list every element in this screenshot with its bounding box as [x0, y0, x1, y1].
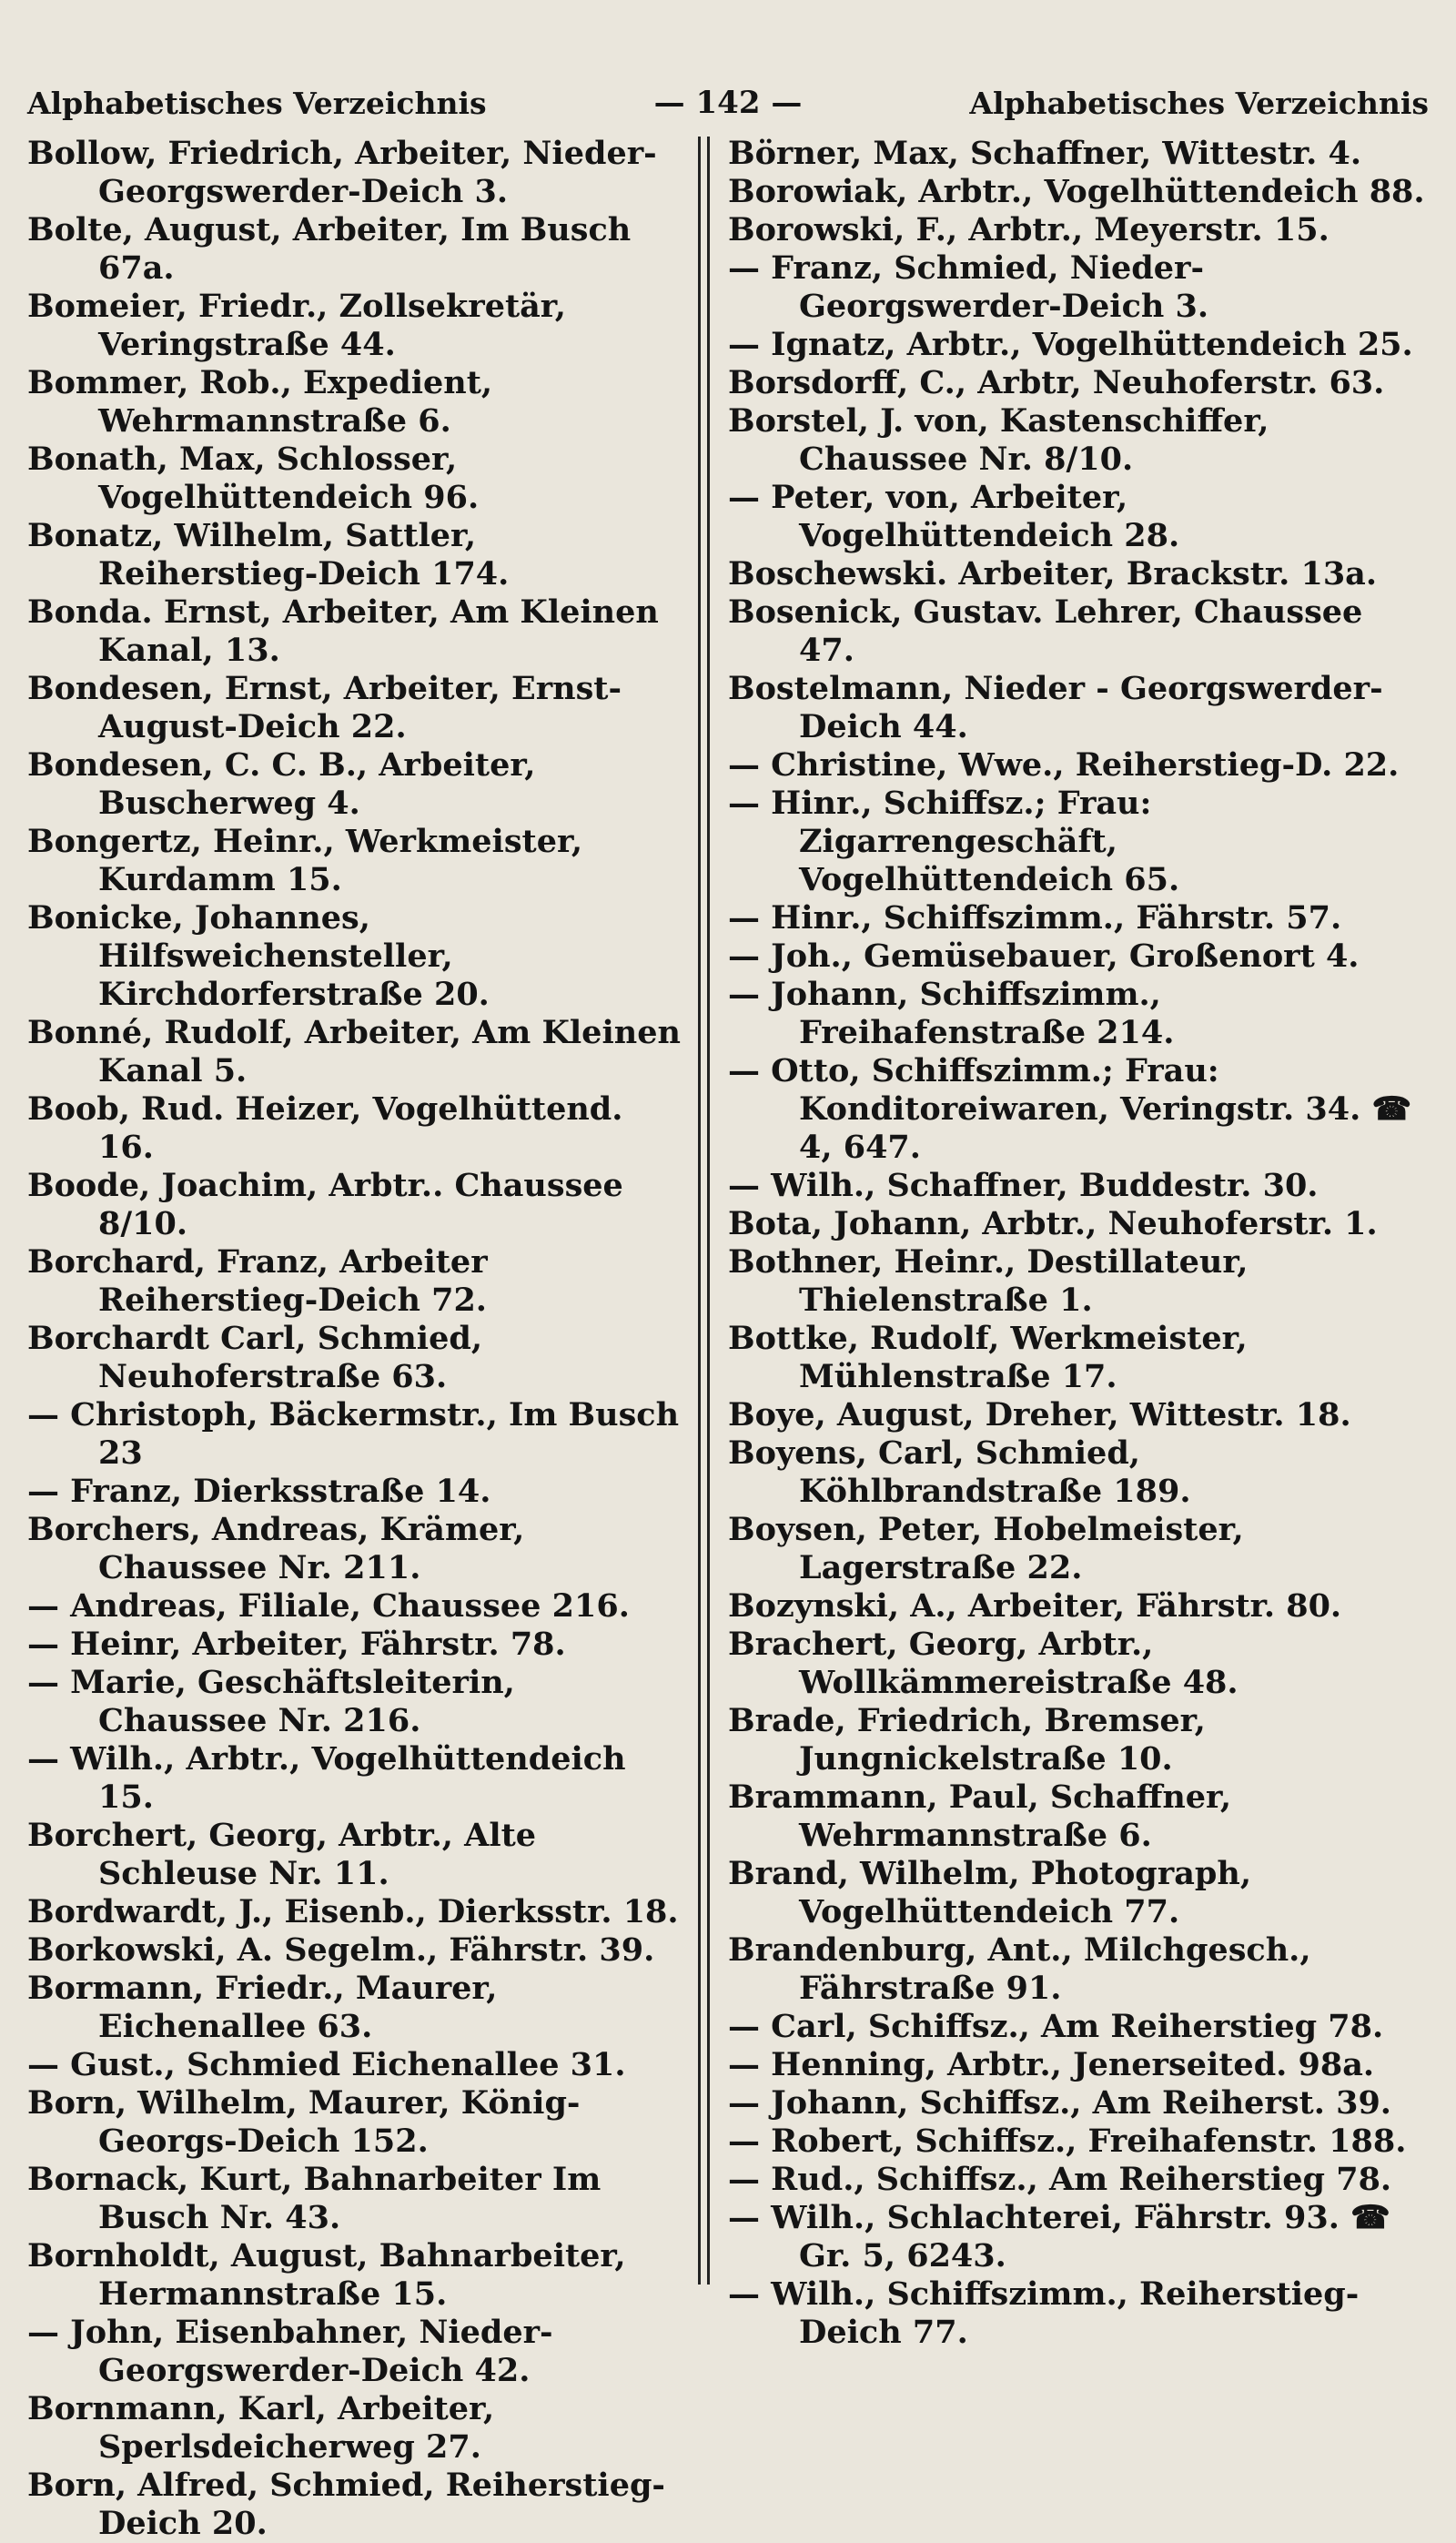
directory-entry: — John, Eisenbahner, Nieder-Georgswerder-Deich 42.: [27, 2314, 553, 2389]
directory-entry: Bozynski, A., Arbeiter, Fährstr. 80.: [728, 1587, 1342, 1625]
directory-entry: Borstel, J. von, Kastenschiffer, Chaussee Nr. 8/10.: [728, 402, 1269, 478]
directory-entry: — Robert, Schiffsz., Freihafenstr. 188.: [728, 2123, 1407, 2160]
directory-entry: Bormann, Friedr., Maurer, Eichenallee 63.: [27, 1970, 498, 2045]
directory-entry: — Hinr., Schiffsz.; Frau: Zigarrengeschäft, Vogelhüttendeich 65.: [728, 785, 1180, 898]
directory-entry: Bommer, Rob., Expedient, Wehrmannstraße 6.: [27, 364, 493, 440]
directory-entry: Bollow, Friedrich, Arbeiter, Nieder-Georgswerder-Deich 3.: [27, 135, 657, 210]
directory-entry: Bothner, Heinr., Destillateur, Thielenstraße 1.: [728, 1243, 1249, 1319]
directory-entry: — Andreas, Filiale, Chaussee 216.: [27, 1587, 630, 1625]
directory-entry: Boyens, Carl, Schmied, Köhlbrandstraße 189.: [728, 1434, 1191, 1510]
directory-entry: — Franz, Schmied, Nieder-Georgswerder-Deich 3.: [728, 249, 1209, 325]
directory-entry: Bostelmann, Nieder - Georgswerder-Deich 44.: [728, 670, 1383, 745]
directory-entry: — Ignatz, Arbtr., Vogelhüttendeich 25.: [728, 326, 1413, 363]
directory-entry: Bottke, Rudolf, Werkmeister, Mühlenstraße 17.: [728, 1320, 1248, 1395]
directory-entry: — Joh., Gemüsebauer, Großenort 4.: [728, 937, 1360, 975]
directory-entry: Bondesen, C. C. B., Arbeiter, Buscherweg 4.: [27, 746, 536, 822]
directory-entry: Boschewski. Arbeiter, Brackstr. 13a.: [728, 555, 1378, 593]
column-divider-left: [698, 137, 701, 2285]
directory-entry: Bonath, Max, Schlosser, Vogelhüttendeich 96.: [27, 441, 480, 516]
directory-entry: Bondesen, Ernst, Arbeiter, Ernst-August-Deich 22.: [27, 670, 622, 745]
directory-entry: Born, Alfred, Schmied, Reiherstieg-Deich 20.: [27, 2467, 665, 2542]
directory-entry: Bosenick, Gustav. Lehrer, Chaussee 47.: [728, 593, 1363, 669]
directory-entry: Borsdorff, C., Arbtr, Neuhoferstr. 63.: [728, 364, 1385, 401]
directory-entry: Brachert, Georg, Arbtr., Wollkämmereistraße 48.: [728, 1626, 1239, 1701]
directory-entry: Born, Wilhelm, Maurer, König-Georgs-Deich 152.: [27, 2084, 581, 2160]
directory-entry: Bornack, Kurt, Bahnarbeiter Im Busch Nr. 43.: [27, 2161, 602, 2236]
directory-entry: Brand, Wilhelm, Photograph, Vogelhüttendeich 77.: [728, 1855, 1252, 1930]
directory-entry: Bongertz, Heinr., Werkmeister, Kurdamm 15.: [27, 823, 583, 898]
header-right-title: Alphabetisches Verzeichnis: [969, 85, 1429, 121]
directory-entry: — Johann, Schiffsz., Am Reiherst. 39.: [728, 2084, 1391, 2122]
directory-entry: — Rud., Schiffsz., Am Reiherstieg 78.: [728, 2161, 1392, 2198]
directory-entry: Brandenburg, Ant., Milchgesch., Fährstraße 91.: [728, 1931, 1311, 2007]
directory-entry: — Marie, Geschäftsleiterin, Chaussee Nr. 216.: [27, 1664, 515, 1739]
directory-entry: Boysen, Peter, Hobelmeister, Lagerstraße 22.: [728, 1511, 1244, 1586]
directory-entry: Borowski, F., Arbtr., Meyerstr. 15.: [728, 211, 1330, 248]
directory-entry: Bomeier, Friedr., Zollsekretär, Veringstraße 44.: [27, 288, 566, 363]
directory-entry: Borchard, Franz, Arbeiter Reiherstieg-Deich 72.: [27, 1243, 488, 1319]
directory-entry: Brade, Friedrich, Bremser, Jungnickelstraße 10.: [728, 1702, 1206, 1778]
directory-entry: Bonatz, Wilhelm, Sattler, Reiherstieg-Deich 174.: [27, 517, 510, 593]
directory-entry: Bolte, August, Arbeiter, Im Busch 67a.: [27, 211, 632, 287]
directory-entry: Borchers, Andreas, Krämer, Chaussee Nr. 211.: [27, 1511, 525, 1586]
directory-entry: — Peter, von, Arbeiter, Vogelhüttendeich 28.: [728, 479, 1180, 554]
directory-entry: — Christoph, Bäckermstr., Im Busch 23: [27, 1396, 680, 1472]
directory-entry: Bordwardt, J., Eisenb., Dierksstr. 18.: [27, 1893, 679, 1930]
page-header: [27, 80, 1429, 126]
directory-entry: Bonda. Ernst, Arbeiter, Am Kleinen Kanal, 13.: [27, 593, 659, 669]
directory-entry: — Otto, Schiffszimm.; Frau: Konditoreiwaren, Veringstr. 34. ☎ 4, 647.: [728, 1052, 1412, 1166]
directory-entry: — Hinr., Schiffszimm., Fährstr. 57.: [728, 899, 1342, 937]
directory-entry: — Carl, Schiffsz., Am Reiherstieg 78.: [728, 2008, 1384, 2045]
directory-entry: — Wilh., Schaffner, Buddestr. 30.: [728, 1167, 1319, 1204]
directory-entry: — Franz, Dierksstraße 14.: [27, 1473, 491, 1510]
directory-entry: Borowiak, Arbtr., Vogelhüttendeich 88.: [728, 173, 1425, 210]
directory-entry: Bota, Johann, Arbtr., Neuhoferstr. 1.: [728, 1205, 1378, 1242]
left-column: [27, 135, 682, 2543]
directory-entry: Boode, Joachim, Arbtr.. Chaussee 8/10.: [27, 1167, 623, 1242]
header-left-title: Alphabetisches Verzeichnis: [27, 85, 487, 121]
directory-entry: — Wilh., Schlachterei, Fährstr. 93. ☎ Gr. 5, 6243.: [728, 2199, 1390, 2275]
directory-entry: Boye, August, Dreher, Wittestr. 18.: [728, 1396, 1351, 1434]
page-number: — 142 —: [653, 85, 803, 121]
directory-entry: Borchardt Carl, Schmied, Neuhoferstraße 63.: [27, 1320, 482, 1395]
directory-entry: Boob, Rud. Heizer, Vogelhüttend. 16.: [27, 1090, 623, 1166]
directory-entry: — Wilh., Arbtr., Vogelhüttendeich 15.: [27, 1740, 626, 1816]
directory-entry: — Johann, Schiffszimm., Freihafenstraße 214.: [728, 976, 1175, 1051]
right-column: [728, 135, 1429, 2352]
directory-entry: Börner, Max, Schaffner, Wittestr. 4.: [728, 135, 1362, 172]
directory-entry: — Gust., Schmied Eichenallee 31.: [27, 2046, 626, 2083]
directory-entry: Bonné, Rudolf, Arbeiter, Am Kleinen Kanal 5.: [27, 1014, 681, 1089]
directory-entry: Brammann, Paul, Schaffner, Wehrmannstraße 6.: [728, 1778, 1232, 1854]
directory-entry: Bornmann, Karl, Arbeiter, Sperlsdeicherweg 27.: [27, 2390, 495, 2466]
directory-entry: — Christine, Wwe., Reiherstieg-D. 22.: [728, 746, 1400, 784]
directory-entry: Borchert, Georg, Arbtr., Alte Schleuse Nr. 11.: [27, 1817, 537, 1892]
directory-entry: — Wilh., Schiffszimm., Reiherstieg-Deich 77.: [728, 2275, 1360, 2351]
directory-entry: — Heinr, Arbeiter, Fährstr. 78.: [27, 1626, 566, 1663]
directory-entry: Bornholdt, August, Bahnarbeiter, Hermannstraße 15.: [27, 2237, 626, 2313]
column-divider-right: [707, 137, 710, 2285]
directory-entry: Borkowski, A. Segelm., Fährstr. 39.: [27, 1931, 655, 1969]
directory-entry: — Henning, Arbtr., Jenerseited. 98a.: [728, 2046, 1375, 2083]
directory-entry: Bonicke, Johannes, Hilfsweichensteller, Kirchdorferstraße 20.: [27, 899, 490, 1013]
